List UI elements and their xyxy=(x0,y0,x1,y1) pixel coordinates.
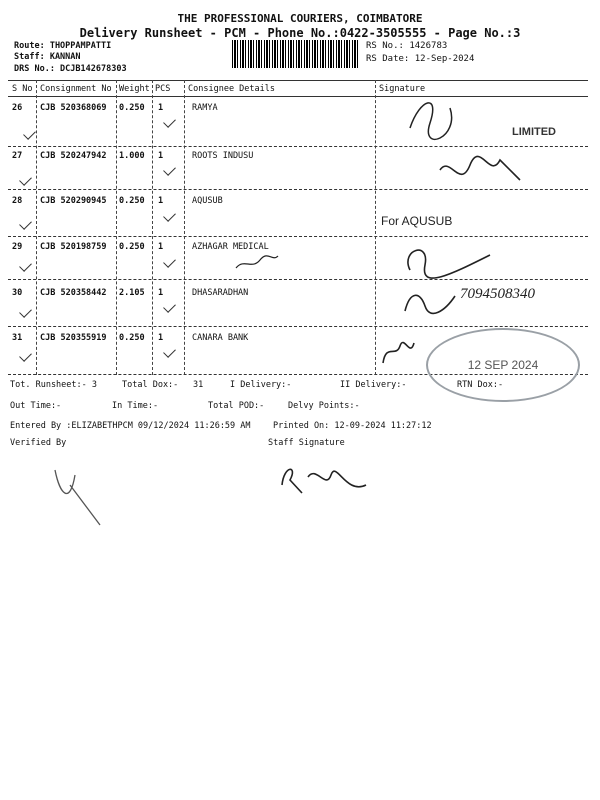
check-mark xyxy=(163,163,176,176)
drs-label: DRS No.: DCJB142678303 xyxy=(14,64,127,74)
total-pod: Total POD:- xyxy=(208,401,265,411)
check-mark xyxy=(19,259,32,272)
row-weight: 1.000 xyxy=(119,151,145,161)
total-dox-value: 31 xyxy=(193,380,204,390)
check-mark xyxy=(19,173,32,186)
staff-label: Staff: KANNAN xyxy=(14,52,81,62)
delvy-points: Delvy Points:- xyxy=(288,401,360,411)
row-sno: 28 xyxy=(12,196,23,206)
row-consignment: CJB 520198759 xyxy=(40,242,107,252)
row-consignment: CJB 520247942 xyxy=(40,151,107,161)
col-divider xyxy=(375,80,376,375)
check-mark xyxy=(163,209,176,222)
check-mark xyxy=(23,127,36,140)
rs-number: RS No.: 1426783 xyxy=(366,41,448,51)
signature-scribble-icon xyxy=(390,88,560,148)
row-consignee: RAMYA xyxy=(192,103,218,113)
col-divider xyxy=(36,80,37,375)
verifier-signature-icon xyxy=(40,455,120,535)
stamp-text: LIMITED xyxy=(512,126,556,138)
check-mark xyxy=(163,255,176,268)
signature-scribble-icon xyxy=(390,240,510,280)
total-dox-label: Total Dox:- xyxy=(122,380,179,390)
signature-scribble-icon xyxy=(430,150,540,195)
route-label: Route: THOPPAMPATTI xyxy=(14,41,112,51)
row-divider xyxy=(8,326,588,327)
ii-delivery: II Delivery:- xyxy=(340,380,407,390)
in-time: In Time:- xyxy=(112,401,159,411)
check-mark xyxy=(163,345,176,358)
out-time: Out Time:- xyxy=(10,401,62,411)
row-pcs: 1 xyxy=(158,103,164,113)
col-sno: S No xyxy=(12,84,33,94)
row-consignee: AZHAGAR MEDICAL xyxy=(192,242,269,252)
row-weight: 0.250 xyxy=(119,196,145,206)
check-mark xyxy=(19,305,32,318)
entered-by: Entered By :ELIZABETHPCM 09/12/2024 11:26:59 AM xyxy=(10,421,251,431)
row-sno: 27 xyxy=(12,151,23,161)
barcode xyxy=(232,40,358,68)
staff-signature-icon xyxy=(276,455,376,505)
signature-scribble-icon xyxy=(400,286,460,316)
tot-runsheet: Tot. Runsheet:- 3 xyxy=(10,380,97,390)
row-consignee: AQUSUB xyxy=(192,196,223,206)
row-sno: 26 xyxy=(12,103,23,113)
verified-by: Verified By xyxy=(10,438,67,448)
company-title: THE PROFESSIONAL COURIERS, COIMBATORE xyxy=(177,12,423,25)
row-sno: 30 xyxy=(12,288,23,298)
row-weight: 0.250 xyxy=(119,242,145,252)
row-pcs: 1 xyxy=(158,196,164,206)
handwritten-note: For AQUSUB xyxy=(381,214,453,228)
row-consignment: CJB 520358442 xyxy=(40,288,107,298)
col-pcs: PCS xyxy=(155,84,171,94)
row-weight: 2.105 xyxy=(119,288,145,298)
col-divider xyxy=(152,80,153,375)
col-consignment: Consignment No xyxy=(40,84,112,94)
signature-scribble-icon xyxy=(378,338,418,368)
row-consignment: CJB 520368069 xyxy=(40,103,107,113)
check-mark xyxy=(163,300,176,313)
staff-signature-label: Staff Signature xyxy=(268,438,345,448)
check-mark xyxy=(163,115,176,128)
row-pcs: 1 xyxy=(158,242,164,252)
runsheet-subtitle: Delivery Runsheet - PCM - Phone No.:0422-3505555 - Page No.:3 xyxy=(79,26,521,40)
row-consignment: CJB 520290945 xyxy=(40,196,107,206)
row-pcs: 1 xyxy=(158,333,164,343)
row-pcs: 1 xyxy=(158,288,164,298)
rs-date: RS Date: 12-Sep-2024 xyxy=(366,54,475,64)
date-stamp: 12 SEP 2024 xyxy=(426,328,580,402)
printed-on: Printed On: 12-09-2024 11:27:12 xyxy=(273,421,432,431)
row-weight: 0.250 xyxy=(119,333,145,343)
col-divider xyxy=(184,80,185,375)
signature-scribble-icon xyxy=(232,250,282,275)
col-signature: Signature xyxy=(379,84,426,94)
check-mark xyxy=(19,217,32,230)
rtn-dox: RTN Dox:- xyxy=(457,380,504,390)
row-consignee: ROOTS INDUSU xyxy=(192,151,254,161)
row-sno: 29 xyxy=(12,242,23,252)
row-pcs: 1 xyxy=(158,151,164,161)
table-top-border xyxy=(8,80,588,81)
row-consignee: DHASARADHAN xyxy=(192,288,249,298)
row-divider xyxy=(8,236,588,237)
col-consignee: Consignee Details xyxy=(188,84,275,94)
col-divider xyxy=(116,80,117,375)
row-sno: 31 xyxy=(12,333,23,343)
check-mark xyxy=(19,349,32,362)
i-delivery: I Delivery:- xyxy=(230,380,292,390)
row-weight: 0.250 xyxy=(119,103,145,113)
row-consignee: CANARA BANK xyxy=(192,333,249,343)
col-weight: Weight xyxy=(119,84,150,94)
handwritten-phone: 7094508340 xyxy=(460,286,535,302)
row-consignment: CJB 520355919 xyxy=(40,333,107,343)
